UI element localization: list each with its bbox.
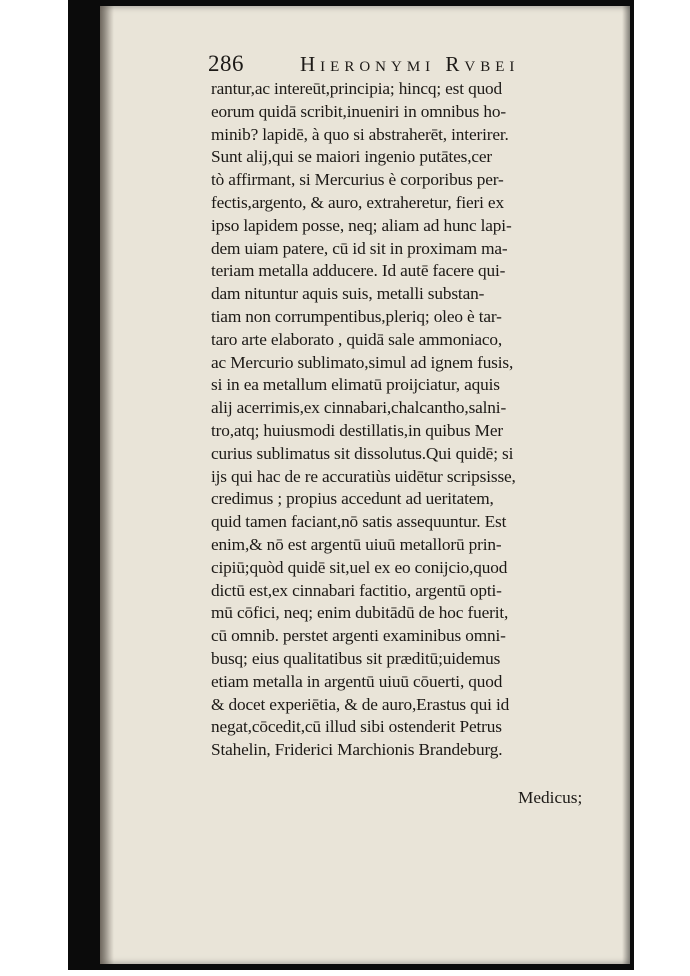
text-line: cipiū;quòd quidē sit,uel ex eo conijcio,quod <box>211 557 508 577</box>
text-line: eorum quidā scribit,inueniri in omnibus ho- <box>211 101 506 121</box>
text-line: enim,& nō est argentū uiuū metallorū prin- <box>211 534 502 554</box>
text-line: etiam metalla in argentū uiuū cōuerti, quod <box>211 671 503 691</box>
text-line: credimus ; propius accedunt ad ueritatem, <box>211 489 494 509</box>
text-line: teriam metalla adducere. Id autē facere qui- <box>211 261 506 281</box>
text-line: Sunt alij,qui se maiori ingenio putātes,cer <box>211 147 493 167</box>
text-line: negat,cōcedit,cū illud sibi ostenderit Petrus <box>211 717 502 737</box>
running-head: Hieronymi Rvbei <box>300 52 520 76</box>
text-line: tò affirmant, si Mercurius è corporibus per- <box>211 170 504 190</box>
page-gutter-shadow <box>100 6 114 964</box>
page-edge-shadow <box>622 6 630 964</box>
text-line: busq; eius qualitatibus sit præditū;uidemus <box>211 648 501 668</box>
text-line: ipso lapidem posse, neq; aliam ad hunc lapi- <box>211 215 512 235</box>
text-line: quid tamen faciant,nō satis assequuntur. Est <box>211 512 507 532</box>
text-line: mū cōfici, neq; enim dubitādū de hoc fuerit, <box>211 603 509 623</box>
text-line: curius sublimatus sit dissolutus.Qui quidē; si <box>211 443 514 463</box>
text-line: fectis,argento, & auro, extraheretur, fieri ex <box>211 192 504 212</box>
text-line: dictū est,ex cinnabari factitio, argentū opti- <box>211 580 502 600</box>
text-line: dam nituntur aquis suis, metalli substan- <box>211 284 485 304</box>
text-line: rantur,ac intereūt,principia; hincq; est quod <box>211 79 503 98</box>
page-number: 286 <box>208 51 244 76</box>
text-line: Stahelin, Friderici Marchionis Brandeburg. <box>211 740 503 760</box>
text-line: dem uiam patere, cū id sit in proximam ma- <box>211 238 508 258</box>
text-line: & docet experiētia, & de auro,Erastus qui id <box>211 694 510 714</box>
text-line: tiam non corrumpentibus,pleriq; oleo è tar- <box>211 306 502 326</box>
text-line: si in ea metallum elimatū proijciatur, aquis <box>211 375 500 395</box>
text-line: alij acerrimis,ex cinnabari,chalcantho,salni- <box>211 398 507 418</box>
text-line: minib? lapidē, à quo si abstraherēt, interirer. <box>211 124 509 144</box>
text-line: taro arte elaborato , quidā sale ammoniaco, <box>211 329 503 349</box>
body-text <box>211 78 611 762</box>
text-line: ijs qui hac de re accuratiùs uidētur scripsisse, <box>211 466 516 486</box>
text-line: ac Mercurio sublimato,simul ad ignem fusis, <box>211 352 514 372</box>
text-line: cū omnib. perstet argenti examinibus omni- <box>211 626 506 646</box>
catchword: Medicus; <box>518 788 583 807</box>
text-line: tro,atq; huiusmodi destillatis,in quibus Mer <box>211 420 503 440</box>
